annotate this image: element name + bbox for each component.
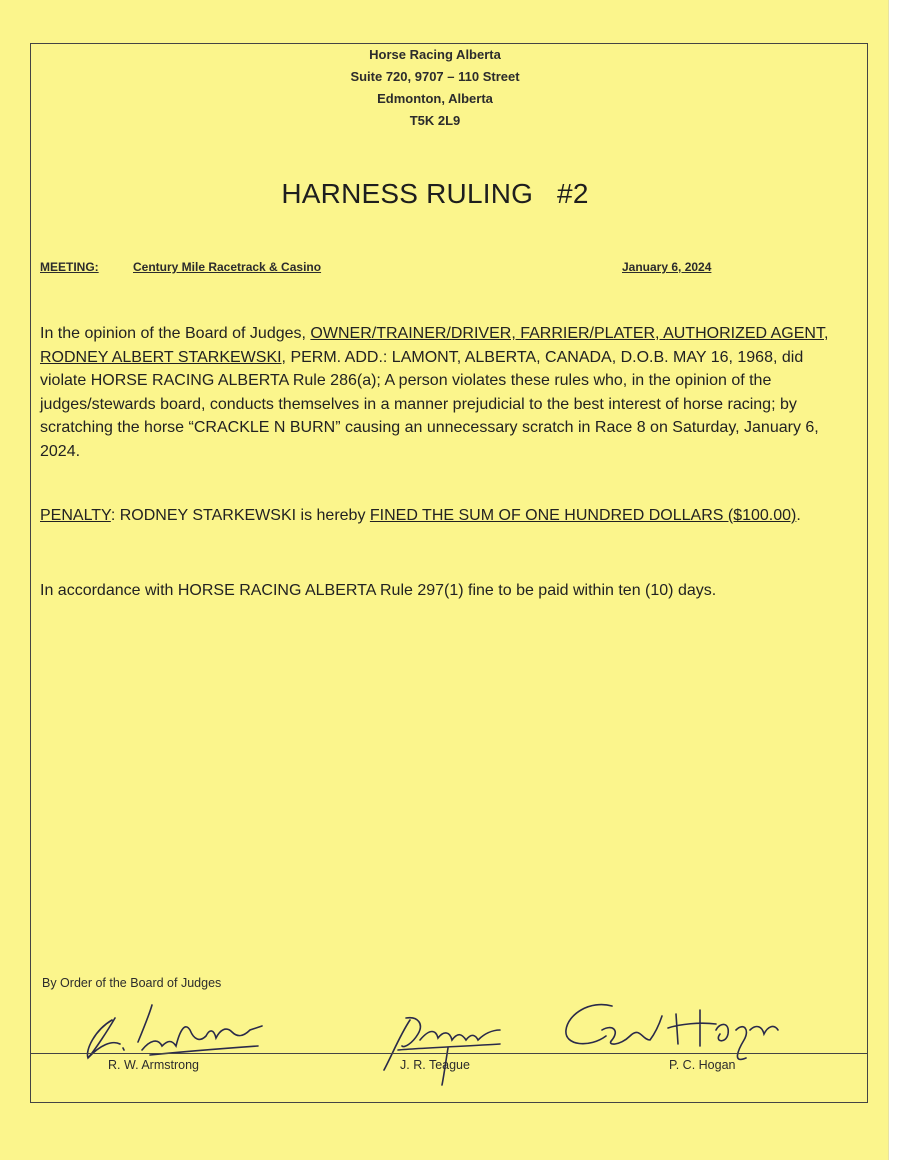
penalty-label: PENALTY (40, 507, 111, 524)
penalty-end: . (796, 507, 801, 524)
ruling-roles: OWNER/TRAINER/DRIVER, FARRIER/PLATER, AUTHORIZED AGENT, RODNEY ALBERT STARKEWSKI, (40, 325, 829, 366)
accordance-paragraph: In accordance with HORSE RACING ALBERTA Rule 297(1) fine to be paid within ten (10) days. (40, 582, 717, 599)
judge-name-armstrong: R. W. Armstrong (108, 1058, 199, 1072)
signature-teague (384, 1018, 500, 1085)
judge-name-teague: J. R. Teague (400, 1058, 470, 1072)
penalty-text: RODNEY STARKEWSKI is hereby (115, 507, 370, 524)
signature-armstrong (87, 1005, 262, 1058)
street-address: Suite 720, 9707 – 110 Street (350, 69, 520, 84)
signature-line (31, 1053, 867, 1054)
postal-code: T5K 2L9 (409, 113, 461, 128)
by-order-text: By Order of the Board of Judges (42, 976, 222, 990)
penalty-fine: FINED THE SUM OF ONE HUNDRED DOLLARS ($100.00) (369, 507, 797, 524)
ruling-intro: In the opinion of the Board of Judges, (40, 325, 311, 342)
ruling-details: PERM. ADD.: LAMONT, ALBERTA, CANADA, D.O.B. MAY 16, 1968, did violate HORSE RACING ALBERTA Rule 286(a); A person violates these rules who, in the opinion of the judges/stewards board, conducts themselves in a manner prejudicial to the best interest of horse racing; by scratching the horse “CRACKLE N BURN” causing an unnecessary scratch in Race 8 on Saturday, January 6, 2024. (40, 348, 819, 460)
org-name: Horse Racing Alberta (369, 47, 501, 62)
penalty-colon: : (110, 507, 116, 524)
meeting-label: MEETING: (40, 260, 99, 274)
ruling-title: HARNESS RULING #2 (281, 178, 589, 209)
meeting-venue: Century Mile Racetrack & Casino (133, 260, 322, 274)
signature-hogan (566, 1005, 778, 1060)
meeting-date: January 6, 2024 (622, 260, 712, 274)
judge-name-hogan: P. C. Hogan (669, 1058, 736, 1072)
city: Edmonton, Alberta (377, 91, 493, 106)
